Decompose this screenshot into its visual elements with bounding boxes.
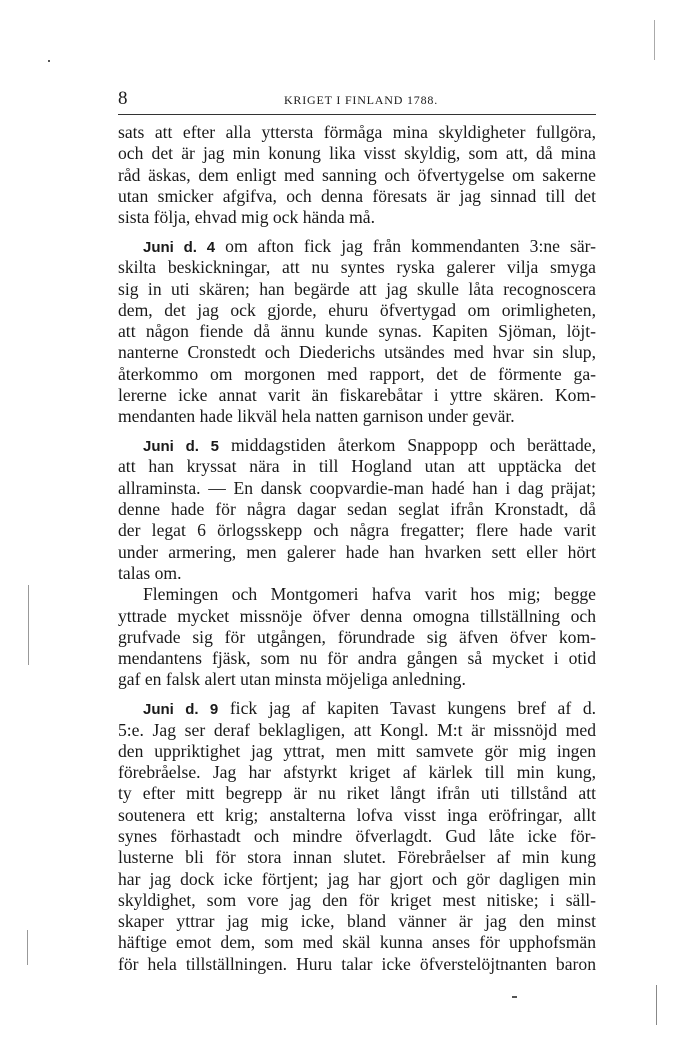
- text-line: Flemingen och Montgomeri hafva varit hos mig; begge: [143, 584, 596, 605]
- text-line: yttrade mycket missnöje öfver denna omogna tillställning och: [118, 605, 596, 626]
- page-header: [118, 88, 596, 112]
- scan-edge-line: [27, 930, 28, 965]
- text-line: talas om.: [118, 562, 182, 583]
- text-line: synes förhastadt och mindre öfverlagdt. Gud låte icke för-: [118, 826, 596, 846]
- text-line: skyldighet, som vore jag den för kriget mest nitiske; i säll-: [118, 889, 596, 910]
- date-heading: Juni d. 5: [143, 438, 220, 456]
- paragraph-1: [118, 122, 596, 228]
- text-line: har jag dock icke förtjent; jag har gjort och gör dagligen min: [118, 868, 596, 889]
- scan-speck: [48, 60, 50, 62]
- text-line: 5:e. Jag ser deraf beklagligen, att Kongl. M:t är missnöjd med: [118, 719, 596, 740]
- text-run: om afton fick jag från kommendanten 3:ne sär-: [215, 235, 596, 256]
- text-line: under armering, men galerer hade han hvarken sett eller hört: [118, 541, 596, 562]
- text-line: sig in uti skären; han begärde att jag skulle låta recognoscera: [118, 278, 596, 299]
- paragraph-juni-9: [118, 698, 596, 975]
- text-line: [118, 236, 596, 257]
- text-line: nanterne Cronstedt och Diederichs utsändes med hvar sin slup,: [118, 342, 596, 363]
- text-line: utan smicker afgifva, och denna föresats är jag sinnad till det: [118, 185, 596, 206]
- text-line: [118, 435, 596, 456]
- text-line: allraminsta. — En dansk coopvardie-man hadé han i dag präjat;: [118, 477, 596, 498]
- text-line: lererne icke annat varit än fiskarebåtar i yttre skären. Kom-: [118, 385, 596, 406]
- text-line: grufvade sig för utgången, förundrade sig äfven öfver kom-: [118, 626, 596, 647]
- text-line: förebråelse. Jag har afstyrkt kriget af kärlek till min kung,: [118, 762, 596, 783]
- paragraph-juni-5: [118, 435, 596, 584]
- text-line: denne hade för några dagar sedan seglat ifrån Kronstadt, då: [118, 499, 596, 520]
- paragraph-juni-4: [118, 236, 596, 428]
- text-line: sats att efter alla yttersta förmåga mina skyldigheter fullgöra,: [118, 122, 596, 142]
- text-line: dem, det jag ock gjorde, ehuru öfvertygad om orimligheten,: [118, 299, 596, 320]
- text-line: skaper yttrar jag mig icke, bland vänner är jag den minst: [118, 911, 596, 932]
- scan-edge-line: [28, 585, 29, 665]
- text-line: der legat 6 örlogsskepp och några fregatter; flere hade varit: [118, 520, 596, 541]
- text-line: mendantens fjäsk, som nu för andra gången så mycket i otid: [118, 648, 596, 669]
- text-line: för hela tillställningen. Huru talar icke öfverstelöjtnanten baron: [118, 953, 596, 974]
- text-line: skilta beskickningar, att nu syntes ryska galerer vilja smyga: [118, 257, 596, 278]
- date-heading: Juni d. 4: [143, 238, 216, 256]
- text-line: sista följa, ehvad mig ock hända må.: [118, 207, 375, 228]
- page-number: 8: [118, 88, 128, 109]
- text-run: middagstiden återkom Snappopp och berättade,: [219, 435, 597, 456]
- text-line: häftige emot dem, som med skäl kunna anses för upphofsmän: [118, 932, 596, 953]
- text-line: att någon fiende då ännu kunde synas. Kapiten Sjöman, löjt-: [118, 321, 596, 342]
- header-rule: [118, 114, 596, 115]
- text-line: mendanten hade likväl hela natten garnison under gevär.: [118, 406, 515, 427]
- scan-edge-line: [656, 985, 657, 1025]
- text-line: lusterne bli för stora innan slutet. Förebråelser af min kung: [118, 847, 596, 868]
- text-line: råd äskas, dem enligt med sanning och öfvertygelse om sakerne: [118, 164, 596, 185]
- text-line: soutenera ett krig; anstalterna lofva visst inga eröfringar, allt: [118, 804, 596, 825]
- text-line: återkommo om morgonen med rapport, det de förmente ga-: [118, 363, 596, 384]
- text-line: ty efter mitt begrepp är nu riket långt ifrån uti tillstånd att: [118, 783, 596, 804]
- scan-edge-line: [654, 20, 655, 60]
- text-run: fick jag af kapiten Tavast kungens bref af d.: [218, 698, 597, 719]
- scan-speck: [512, 996, 517, 998]
- body-text: [118, 122, 596, 975]
- paragraph-flemingen: [118, 584, 596, 690]
- running-title: KRIGET I FINLAND 1788.: [283, 93, 439, 107]
- text-line: gaf en falsk alert utan minsta möjeliga anledning.: [118, 669, 466, 690]
- text-line: [118, 698, 596, 719]
- text-line: den uppriktighet jag yttrat, men mitt samvete gör mig ingen: [118, 740, 596, 761]
- text-line: och det är jag min konung lika visst skyldig, som att, då mina: [118, 143, 596, 164]
- date-heading: Juni d. 9: [143, 701, 219, 719]
- text-line: att han kryssat nära in till Hogland utan att upptäcka det: [118, 456, 596, 477]
